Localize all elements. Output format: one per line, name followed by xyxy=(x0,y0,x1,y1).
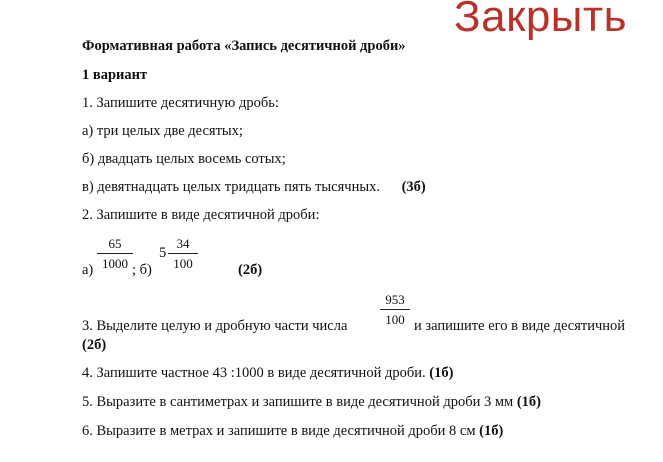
task1-item-a: а) три целых две десятых; xyxy=(82,123,243,139)
task5 xyxy=(82,395,541,410)
task3-fraction xyxy=(380,293,410,326)
task2-separator: ; б) xyxy=(132,262,152,278)
task1-item-b: б) двадцать целых восемь сотых; xyxy=(82,151,286,167)
task1-points: (3б) xyxy=(401,179,426,195)
task2-b-whole: 5 xyxy=(159,245,167,261)
task3-text-after: и запишите его в виде десятичной xyxy=(414,318,626,334)
task3-fraction-numerator: 953 xyxy=(380,293,410,310)
task2-a-prefix: а) xyxy=(82,262,94,278)
task1-item-c-text: в) девятнадцать целых тридцать пять тысячных. xyxy=(82,179,380,195)
variant-label: 1 вариант xyxy=(82,67,148,83)
task1-prompt: 1. Запишите десятичную дробь: xyxy=(82,95,279,111)
task3-fraction-denominator: 100 xyxy=(385,312,405,327)
task6-text: 6. Выразите в метрах и запишите в виде десятичной дроби 8 см xyxy=(82,423,476,439)
task2-fraction-b-numerator: 34 xyxy=(168,237,198,254)
close-button[interactable]: Закрыть xyxy=(454,0,627,41)
task4-text: 4. Запишите частное 43 :1000 в виде десятичной дроби. xyxy=(82,365,426,381)
task2-fraction-a-numerator: 65 xyxy=(97,237,133,254)
task1-item-c xyxy=(82,180,426,195)
task2-fraction-a xyxy=(97,237,133,270)
task2-points: (2б) xyxy=(238,262,263,278)
task6-points: (1б) xyxy=(479,423,504,439)
task4-points: (1б) xyxy=(429,365,454,381)
task5-text: 5. Выразите в сантиметрах и запишите в виде десятичной дроби 3 мм xyxy=(82,394,514,410)
task2-prompt: 2. Запишите в виде десятичной дроби: xyxy=(82,207,320,223)
page-title: Формативная работа «Запись десятичной дроби» xyxy=(82,38,406,54)
task3-text-before: 3. Выделите целую и дробную части числа xyxy=(82,318,348,334)
task2-fraction-b-denominator: 100 xyxy=(173,256,193,271)
task4 xyxy=(82,366,453,381)
task2-fraction-b xyxy=(168,237,198,270)
task2-fraction-a-denominator: 1000 xyxy=(102,256,128,271)
task6 xyxy=(82,424,503,439)
task3-points: (2б) xyxy=(82,337,107,353)
task5-points: (1б) xyxy=(516,394,541,410)
